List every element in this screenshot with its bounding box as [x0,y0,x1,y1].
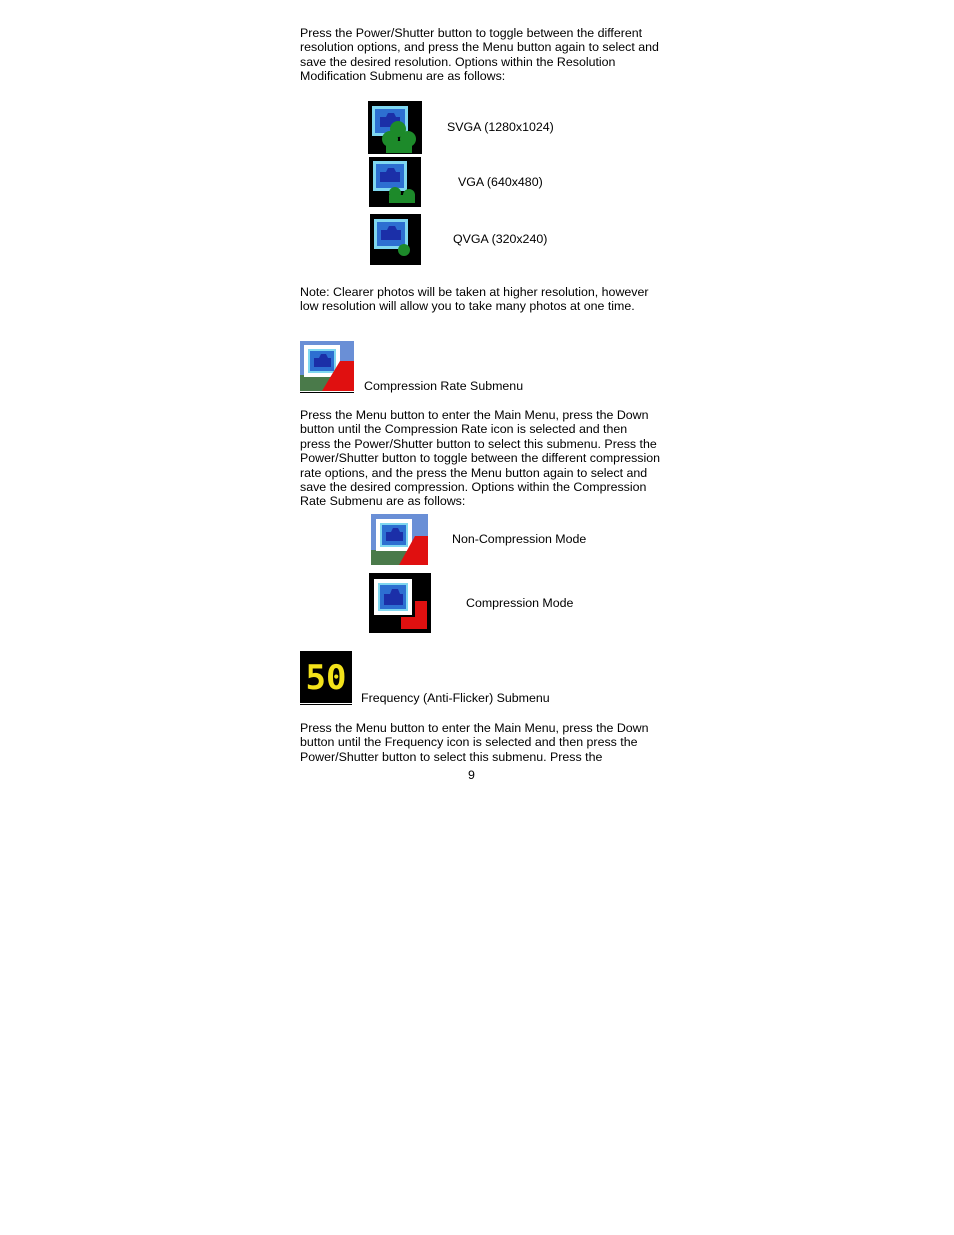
compression-section-title: Compression Rate Submenu [364,379,524,393]
frequency-section-title: Frequency (Anti-Flicker) Submenu [361,691,550,705]
compression-icon [369,573,431,633]
resolution-vga-icon [369,157,421,207]
frequency-icon-text: 50 [305,658,347,698]
resolution-option-label: SVGA (1280x1024) [447,120,554,134]
non-compression-icon [371,514,428,565]
compression-option-label: Compression Mode [466,596,574,610]
compression-option-label: Non-Compression Mode [452,532,587,546]
compression-paragraph: Press the Menu button to enter the Main Menu, press the Down button until the Compression Rate icon is selected and then press the Power/Shutter button to select this submenu. Press the Power/Shutter button to toggle between the different compression rate options, and the press the Menu button again to select and save the desired compression. Options within the Compression Rate Submenu are as follows: [300,408,661,509]
page-number: 9 [468,768,475,782]
resolution-option-label: QVGA (320x240) [453,232,548,246]
resolution-qvga-icon [370,214,421,265]
resolution-option-label: VGA (640x480) [458,175,543,189]
frequency-icon-underline [300,704,352,705]
resolution-note: Note: Clearer photos will be taken at higher resolution, however low resolution will allow you to take many photos at one time. [300,285,649,314]
resolution-svga-icon [368,101,422,154]
intro-paragraph: Press the Power/Shutter button to toggle between the different resolution options, and press the Menu button again to select and save the desired resolution. Options within the Resolution Modification Submenu are as follows: [300,26,659,84]
compression-icon-underline [300,392,354,393]
frequency-50-icon [300,651,352,703]
compression-rate-icon [300,341,354,391]
frequency-paragraph: Press the Menu button to enter the Main Menu, press the Down button until the Frequency icon is selected and then press the Power/Shutter button to select this submenu. Press the [300,721,649,764]
